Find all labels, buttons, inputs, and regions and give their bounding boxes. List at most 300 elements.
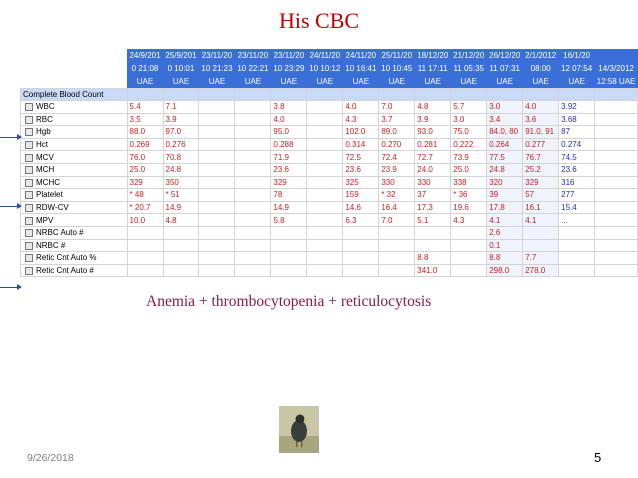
- result-cell[interactable]: [559, 226, 595, 239]
- result-cell[interactable]: 5.8: [271, 214, 307, 227]
- column-header-cell[interactable]: 16/1/20: [559, 49, 595, 62]
- result-cell[interactable]: 278.0: [523, 264, 559, 277]
- column-header-cell[interactable]: 26/12/20: [487, 49, 523, 62]
- result-cell[interactable]: [235, 264, 271, 277]
- result-cell[interactable]: 39: [487, 189, 523, 202]
- pointer-arrow-retic: [0, 287, 20, 288]
- column-header-cell[interactable]: UAE: [415, 75, 451, 89]
- result-cell[interactable]: 88.0: [127, 126, 163, 139]
- result-cell[interactable]: [379, 252, 415, 265]
- result-cell[interactable]: [199, 252, 235, 265]
- column-header-cell[interactable]: UAE: [307, 75, 343, 89]
- result-cell[interactable]: [559, 252, 595, 265]
- result-cell[interactable]: [307, 189, 343, 202]
- table-row[interactable]: [21, 252, 638, 265]
- result-cell[interactable]: 0.270: [379, 138, 415, 151]
- expand-box-icon[interactable]: [25, 217, 33, 225]
- result-cell[interactable]: [523, 226, 559, 239]
- column-header-cell[interactable]: 11 17:11: [415, 62, 451, 75]
- result-cell[interactable]: 15.4: [559, 201, 595, 214]
- result-cell[interactable]: [271, 252, 307, 265]
- result-cell[interactable]: 4.1: [523, 214, 559, 227]
- result-cell[interactable]: 2.6: [487, 226, 523, 239]
- row-label-cell: [21, 176, 128, 189]
- result-cell[interactable]: [235, 163, 271, 176]
- column-header-cell[interactable]: 10 10:45: [379, 62, 415, 75]
- table-header: [21, 49, 638, 89]
- result-cell[interactable]: 97.0: [163, 126, 199, 139]
- result-cell[interactable]: [415, 239, 451, 252]
- result-cell[interactable]: 93.0: [415, 126, 451, 139]
- result-cell[interactable]: 159: [343, 189, 379, 202]
- result-cell[interactable]: [343, 264, 379, 277]
- result-cell[interactable]: [307, 126, 343, 139]
- row-label-cell: [21, 264, 128, 277]
- result-cell[interactable]: 7.1: [163, 101, 199, 114]
- table-row[interactable]: [21, 239, 638, 252]
- result-cell[interactable]: [343, 226, 379, 239]
- result-cell[interactable]: [199, 201, 235, 214]
- result-cell[interactable]: [307, 201, 343, 214]
- result-cell[interactable]: [235, 189, 271, 202]
- result-cell[interactable]: 329: [523, 176, 559, 189]
- row-label-cell: [21, 252, 128, 265]
- result-cell[interactable]: [595, 239, 638, 252]
- result-cell[interactable]: 23.9: [379, 163, 415, 176]
- column-header-cell[interactable]: UAE: [451, 75, 487, 89]
- row-label-cell: [21, 189, 128, 202]
- column-header-cell[interactable]: UAE: [523, 75, 559, 89]
- result-cell[interactable]: 102.0: [343, 126, 379, 139]
- result-cell[interactable]: * 48: [127, 189, 163, 202]
- pointer-arrow-hgb: [0, 137, 20, 138]
- result-cell[interactable]: * 51: [163, 189, 199, 202]
- result-cell[interactable]: 0.276: [163, 138, 199, 151]
- result-cell[interactable]: 3.4: [487, 113, 523, 126]
- slide-date: 9/26/2018: [27, 452, 74, 464]
- result-cell[interactable]: * 36: [451, 189, 487, 202]
- result-cell[interactable]: 329: [127, 176, 163, 189]
- result-cell[interactable]: 87: [559, 126, 595, 139]
- result-cell[interactable]: 23.6: [271, 163, 307, 176]
- table-row[interactable]: [21, 126, 638, 139]
- expand-box-icon[interactable]: [25, 267, 33, 275]
- result-cell[interactable]: 14.9: [271, 201, 307, 214]
- header-blank-cell: [21, 62, 128, 75]
- result-cell[interactable]: 4.3: [343, 113, 379, 126]
- result-cell[interactable]: 24.8: [163, 163, 199, 176]
- result-cell[interactable]: [595, 163, 638, 176]
- table-row[interactable]: [21, 214, 638, 227]
- result-cell[interactable]: 325: [343, 176, 379, 189]
- result-cell[interactable]: 4.0: [523, 101, 559, 114]
- table-row[interactable]: [21, 189, 638, 202]
- result-cell[interactable]: 277: [559, 189, 595, 202]
- result-cell[interactable]: [235, 226, 271, 239]
- result-cell[interactable]: [523, 239, 559, 252]
- result-cell[interactable]: 75.0: [451, 126, 487, 139]
- result-cell[interactable]: 3.9: [163, 113, 199, 126]
- result-cell[interactable]: [271, 264, 307, 277]
- result-cell[interactable]: [163, 226, 199, 239]
- result-cell[interactable]: [307, 113, 343, 126]
- result-cell[interactable]: [307, 101, 343, 114]
- result-cell[interactable]: 73.9: [451, 151, 487, 164]
- column-header-cell[interactable]: 12 07:54: [559, 62, 595, 75]
- result-cell[interactable]: 76.0: [127, 151, 163, 164]
- result-cell[interactable]: 4.8: [415, 101, 451, 114]
- result-cell[interactable]: 3.6: [523, 113, 559, 126]
- column-header-cell[interactable]: 25/11/20: [379, 49, 415, 62]
- result-cell[interactable]: [595, 201, 638, 214]
- result-cell[interactable]: [271, 239, 307, 252]
- result-cell[interactable]: 5.1: [415, 214, 451, 227]
- result-cell[interactable]: 57: [523, 189, 559, 202]
- result-cell[interactable]: [199, 239, 235, 252]
- section-cell: [235, 89, 271, 101]
- result-cell[interactable]: [595, 151, 638, 164]
- result-cell[interactable]: [307, 264, 343, 277]
- table-row[interactable]: [21, 176, 638, 189]
- result-cell[interactable]: 0.264: [487, 138, 523, 151]
- result-cell[interactable]: [235, 252, 271, 265]
- result-cell[interactable]: [235, 214, 271, 227]
- result-cell[interactable]: [451, 264, 487, 277]
- result-cell[interactable]: [235, 176, 271, 189]
- table-row[interactable]: [21, 201, 638, 214]
- result-cell[interactable]: 3.68: [559, 113, 595, 126]
- result-cell[interactable]: 16.4: [379, 201, 415, 214]
- result-cell[interactable]: [235, 113, 271, 126]
- column-header-cell[interactable]: 10 16:41: [343, 62, 379, 75]
- result-cell[interactable]: [235, 101, 271, 114]
- bird-photo-icon: [279, 406, 319, 453]
- column-header-cell[interactable]: UAE: [127, 75, 163, 89]
- column-header-cell[interactable]: 23/11/20: [271, 49, 307, 62]
- column-header-cell[interactable]: 23/11/20: [199, 49, 235, 62]
- row-label-cell: [21, 126, 128, 139]
- result-cell[interactable]: 316: [559, 176, 595, 189]
- result-cell[interactable]: [415, 226, 451, 239]
- cbc-results-table: [20, 49, 638, 277]
- row-label-cell: [21, 151, 128, 164]
- column-header-cell[interactable]: 10 21:23: [199, 62, 235, 75]
- result-cell[interactable]: [235, 201, 271, 214]
- result-cell[interactable]: [307, 176, 343, 189]
- result-cell[interactable]: [199, 226, 235, 239]
- result-cell[interactable]: 7.7: [523, 252, 559, 265]
- expand-box-icon[interactable]: [25, 103, 33, 111]
- column-header-cell[interactable]: 18/12/20: [415, 49, 451, 62]
- result-cell[interactable]: 0.314: [343, 138, 379, 151]
- result-cell[interactable]: [199, 113, 235, 126]
- result-cell[interactable]: 4.0: [271, 113, 307, 126]
- column-header-cell[interactable]: 11 07:31: [487, 62, 523, 75]
- row-label: Platelet: [36, 190, 63, 200]
- result-cell[interactable]: 23.6: [343, 163, 379, 176]
- result-cell[interactable]: 6.3: [343, 214, 379, 227]
- result-cell[interactable]: [595, 113, 638, 126]
- result-cell[interactable]: 24.8: [487, 163, 523, 176]
- result-cell[interactable]: [235, 239, 271, 252]
- result-cell[interactable]: 17.8: [487, 201, 523, 214]
- result-cell[interactable]: [307, 214, 343, 227]
- result-cell[interactable]: [271, 226, 307, 239]
- result-cell[interactable]: 14.6: [343, 201, 379, 214]
- result-cell[interactable]: [199, 126, 235, 139]
- result-cell[interactable]: 350: [163, 176, 199, 189]
- result-cell[interactable]: [595, 126, 638, 139]
- result-cell[interactable]: [343, 239, 379, 252]
- result-cell[interactable]: 3.92: [559, 101, 595, 114]
- column-header-cell[interactable]: UAE: [163, 75, 199, 89]
- result-cell[interactable]: 3.8: [271, 101, 307, 114]
- column-header-cell[interactable]: UAE: [343, 75, 379, 89]
- column-header-cell[interactable]: 2/1/2012: [523, 49, 559, 62]
- result-cell[interactable]: [307, 138, 343, 151]
- result-cell[interactable]: 84.0, 80: [487, 126, 523, 139]
- result-cell[interactable]: [451, 226, 487, 239]
- result-cell[interactable]: 329: [271, 176, 307, 189]
- result-cell[interactable]: [163, 239, 199, 252]
- column-header-cell[interactable]: 10 22:21: [235, 62, 271, 75]
- result-cell[interactable]: 72.5: [343, 151, 379, 164]
- result-cell[interactable]: 8.8: [415, 252, 451, 265]
- result-cell[interactable]: 16.1: [523, 201, 559, 214]
- result-cell[interactable]: 5.4: [127, 101, 163, 114]
- result-cell[interactable]: 298.0: [487, 264, 523, 277]
- result-cell[interactable]: 0.269: [127, 138, 163, 151]
- result-cell[interactable]: 341.0: [415, 264, 451, 277]
- expand-box-icon[interactable]: [25, 141, 33, 149]
- result-cell[interactable]: 0.1: [487, 239, 523, 252]
- result-cell[interactable]: 10.0: [127, 214, 163, 227]
- result-cell[interactable]: 338: [451, 176, 487, 189]
- result-cell[interactable]: [235, 138, 271, 151]
- column-header-cell[interactable]: 10 10:12: [307, 62, 343, 75]
- result-cell[interactable]: 91.0, 91: [523, 126, 559, 139]
- result-cell[interactable]: 25.0: [127, 163, 163, 176]
- expand-box-icon[interactable]: [25, 154, 33, 162]
- result-cell[interactable]: [163, 264, 199, 277]
- result-cell[interactable]: * 32: [379, 189, 415, 202]
- column-header-cell[interactable]: 08:00: [523, 62, 559, 75]
- result-cell[interactable]: 23.6: [559, 163, 595, 176]
- result-cell[interactable]: 3.0: [451, 113, 487, 126]
- table-row[interactable]: [21, 138, 638, 151]
- column-header-cell[interactable]: 14/3/2012: [595, 62, 638, 75]
- row-label: Retic Cnt Auto %: [36, 253, 97, 263]
- result-cell[interactable]: 24.0: [415, 163, 451, 176]
- result-cell[interactable]: 70.8: [163, 151, 199, 164]
- result-cell[interactable]: [235, 151, 271, 164]
- expand-box-icon[interactable]: [25, 179, 33, 187]
- result-cell[interactable]: 330: [415, 176, 451, 189]
- result-cell[interactable]: 25.2: [523, 163, 559, 176]
- section-cell: [523, 89, 559, 101]
- column-header-cell[interactable]: 23/11/20: [235, 49, 271, 62]
- result-cell[interactable]: [595, 189, 638, 202]
- result-cell[interactable]: [127, 264, 163, 277]
- header-row: [21, 62, 638, 75]
- section-cell: [199, 89, 235, 101]
- result-cell[interactable]: 0.222: [451, 138, 487, 151]
- result-cell[interactable]: 3.5: [127, 113, 163, 126]
- result-cell[interactable]: [127, 252, 163, 265]
- column-header-cell[interactable]: [595, 49, 638, 62]
- column-header-cell[interactable]: 21/12/20: [451, 49, 487, 62]
- result-cell[interactable]: ...: [559, 214, 595, 227]
- result-cell[interactable]: [451, 252, 487, 265]
- result-cell[interactable]: 72.4: [379, 151, 415, 164]
- table-row[interactable]: [21, 101, 638, 114]
- column-header-cell[interactable]: UAE: [235, 75, 271, 89]
- result-cell[interactable]: [307, 226, 343, 239]
- column-header-cell[interactable]: 11 05:35: [451, 62, 487, 75]
- result-cell[interactable]: [379, 264, 415, 277]
- result-cell[interactable]: 0.281: [415, 138, 451, 151]
- result-cell[interactable]: 4.3: [451, 214, 487, 227]
- row-label-cell: [21, 113, 128, 126]
- column-header-cell[interactable]: UAE: [559, 75, 595, 89]
- result-cell[interactable]: [595, 176, 638, 189]
- result-cell[interactable]: 7.0: [379, 101, 415, 114]
- result-cell[interactable]: 37: [415, 189, 451, 202]
- table-row[interactable]: [21, 264, 638, 277]
- result-cell[interactable]: 14.9: [163, 201, 199, 214]
- result-cell[interactable]: [127, 226, 163, 239]
- column-header-cell[interactable]: 0 10:01: [163, 62, 199, 75]
- table-row[interactable]: [21, 163, 638, 176]
- expand-box-icon[interactable]: [25, 128, 33, 136]
- column-header-cell[interactable]: UAE: [199, 75, 235, 89]
- section-row[interactable]: [21, 89, 638, 101]
- result-cell[interactable]: [559, 264, 595, 277]
- result-cell[interactable]: [595, 252, 638, 265]
- column-header-cell[interactable]: 12:58 UAE: [595, 75, 638, 89]
- section-cell: [307, 89, 343, 101]
- result-cell[interactable]: 330: [379, 176, 415, 189]
- result-cell[interactable]: 3.9: [415, 113, 451, 126]
- result-cell[interactable]: 7.0: [379, 214, 415, 227]
- table-row[interactable]: [21, 151, 638, 164]
- result-cell[interactable]: 89.0: [379, 126, 415, 139]
- result-cell[interactable]: [199, 138, 235, 151]
- result-cell[interactable]: [595, 214, 638, 227]
- result-cell[interactable]: 71.9: [271, 151, 307, 164]
- expand-box-icon[interactable]: [25, 204, 33, 212]
- result-cell[interactable]: [199, 264, 235, 277]
- result-cell[interactable]: [307, 239, 343, 252]
- result-cell[interactable]: [307, 252, 343, 265]
- expand-box-icon[interactable]: [25, 242, 33, 250]
- result-cell[interactable]: [163, 252, 199, 265]
- result-cell[interactable]: 4.0: [343, 101, 379, 114]
- result-cell[interactable]: [379, 239, 415, 252]
- row-label-cell: [21, 226, 128, 239]
- result-cell[interactable]: 74.5: [559, 151, 595, 164]
- row-label: RBC: [36, 114, 53, 124]
- result-cell[interactable]: [199, 214, 235, 227]
- result-cell[interactable]: 0.277: [523, 138, 559, 151]
- result-cell[interactable]: 3.0: [487, 101, 523, 114]
- column-header-cell[interactable]: 25/9/201: [163, 49, 199, 62]
- result-cell[interactable]: [451, 239, 487, 252]
- result-cell[interactable]: [595, 264, 638, 277]
- table-row[interactable]: [21, 226, 638, 239]
- result-cell[interactable]: [199, 176, 235, 189]
- column-header-cell[interactable]: 0 21:08: [127, 62, 163, 75]
- result-cell[interactable]: 0.288: [271, 138, 307, 151]
- result-cell[interactable]: [235, 126, 271, 139]
- header-row: [21, 75, 638, 89]
- column-header-cell[interactable]: UAE: [379, 75, 415, 89]
- row-label: WBC: [36, 102, 55, 112]
- result-cell[interactable]: [199, 101, 235, 114]
- row-label: Hct: [36, 140, 48, 150]
- result-cell[interactable]: [595, 138, 638, 151]
- result-cell[interactable]: 25.0: [451, 163, 487, 176]
- expand-box-icon[interactable]: [25, 116, 33, 124]
- findings-caption: Anemia + thrombocytopenia + reticulocytosis: [146, 293, 432, 310]
- expand-box-icon[interactable]: [25, 166, 33, 174]
- result-cell[interactable]: 4.8: [163, 214, 199, 227]
- row-label: RDW-CV: [36, 203, 69, 213]
- result-cell[interactable]: 17.3: [415, 201, 451, 214]
- column-header-cell[interactable]: UAE: [271, 75, 307, 89]
- expand-box-icon[interactable]: [25, 191, 33, 199]
- result-cell[interactable]: [127, 239, 163, 252]
- result-cell[interactable]: [343, 252, 379, 265]
- result-cell[interactable]: * 20.7: [127, 201, 163, 214]
- column-header-cell[interactable]: 24/11/20: [307, 49, 343, 62]
- row-label: MCHC: [36, 177, 60, 187]
- row-label: NRBC Auto #: [36, 228, 84, 238]
- result-cell[interactable]: 3.7: [379, 113, 415, 126]
- result-cell[interactable]: 0.274: [559, 138, 595, 151]
- result-cell[interactable]: [559, 239, 595, 252]
- column-header-cell[interactable]: 10 23:29: [271, 62, 307, 75]
- result-cell[interactable]: [379, 226, 415, 239]
- result-cell[interactable]: [595, 226, 638, 239]
- result-cell[interactable]: 95.0: [271, 126, 307, 139]
- row-label-cell: [21, 138, 128, 151]
- result-cell[interactable]: [199, 163, 235, 176]
- result-cell[interactable]: [199, 151, 235, 164]
- header-blank-cell: [21, 75, 128, 89]
- result-cell[interactable]: [595, 101, 638, 114]
- result-cell[interactable]: 320: [487, 176, 523, 189]
- table-row[interactable]: [21, 113, 638, 126]
- column-header-cell[interactable]: UAE: [487, 75, 523, 89]
- expand-box-icon[interactable]: [25, 229, 33, 237]
- result-cell[interactable]: [307, 163, 343, 176]
- expand-box-icon[interactable]: [25, 254, 33, 262]
- result-cell[interactable]: 19.6: [451, 201, 487, 214]
- result-cell[interactable]: 4.1: [487, 214, 523, 227]
- row-label-cell: [21, 214, 128, 227]
- result-cell[interactable]: [307, 151, 343, 164]
- result-cell[interactable]: [199, 189, 235, 202]
- result-cell[interactable]: 76.7: [523, 151, 559, 164]
- result-cell[interactable]: 72.7: [415, 151, 451, 164]
- result-cell[interactable]: 8.8: [487, 252, 523, 265]
- result-cell[interactable]: 77.5: [487, 151, 523, 164]
- column-header-cell[interactable]: 24/9/201: [127, 49, 163, 62]
- result-cell[interactable]: 5.7: [451, 101, 487, 114]
- column-header-cell[interactable]: 24/11/20: [343, 49, 379, 62]
- result-cell[interactable]: 78: [271, 189, 307, 202]
